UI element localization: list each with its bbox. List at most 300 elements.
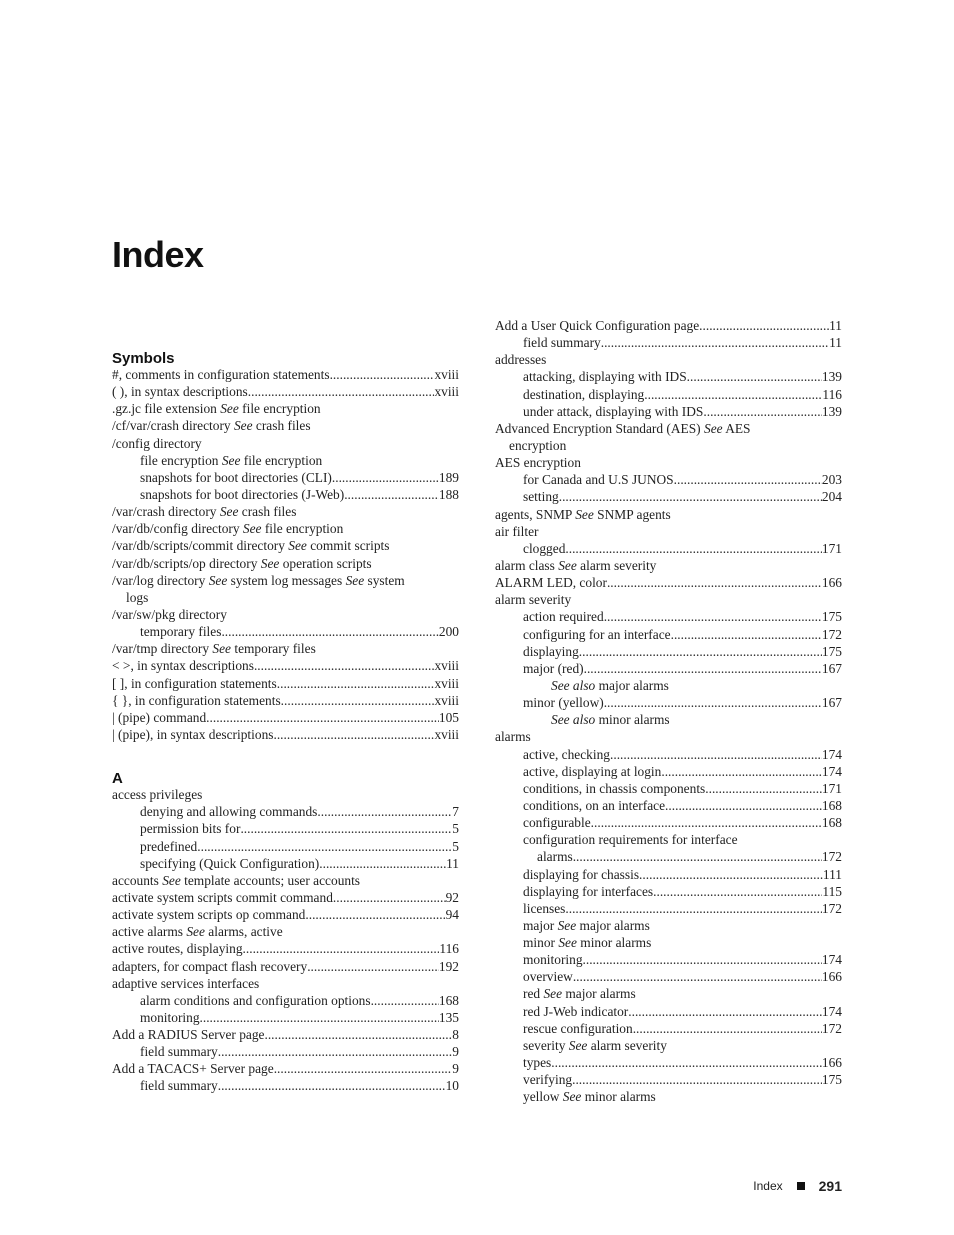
page-reference: 11	[829, 318, 842, 333]
entry-text	[112, 556, 372, 571]
entry-text	[523, 1071, 572, 1088]
page-reference: 105	[438, 709, 459, 725]
entry-text	[495, 592, 571, 607]
page-reference: 174	[821, 763, 842, 779]
page-reference: xviii	[434, 658, 459, 674]
entry-term: active, checking	[523, 746, 610, 762]
dot-leader	[248, 383, 435, 400]
entry-term: conditions, on an interface	[523, 797, 666, 813]
index-entry	[495, 797, 842, 814]
dot-leader	[591, 814, 822, 831]
page-reference: 175	[821, 1072, 842, 1088]
entry-term: adaptive services interfaces	[112, 975, 260, 991]
entry-term: | (pipe) command	[112, 709, 207, 725]
entry-term: Add a TACACS+ Server page	[112, 1061, 274, 1077]
entry-text	[523, 660, 584, 677]
entry-text	[523, 471, 674, 488]
entry-text	[523, 1003, 628, 1020]
page-reference: 9	[452, 1061, 459, 1077]
page-reference: 139	[821, 369, 842, 385]
entry-text	[495, 317, 699, 334]
index-entry	[495, 900, 842, 917]
entry-text	[112, 958, 307, 975]
page-reference: 172	[821, 626, 842, 642]
entry-term: encryption	[509, 437, 567, 453]
entry-text	[523, 746, 610, 763]
entry-text	[523, 883, 653, 900]
entry-term: air filter	[495, 523, 539, 539]
see-reference: See	[575, 506, 594, 522]
entry-text	[523, 403, 703, 420]
dot-leader	[333, 889, 446, 906]
dot-leader	[332, 469, 439, 486]
dot-leader	[584, 660, 822, 677]
entry-term: conditions, in chassis components	[523, 780, 706, 796]
entry-term: under attack, displaying with IDS	[523, 403, 704, 419]
page-reference: 172	[821, 1020, 842, 1036]
see-reference: See	[221, 452, 241, 468]
dot-leader	[653, 883, 822, 900]
index-entry	[112, 657, 459, 674]
see-target: SNMP agents	[593, 506, 671, 522]
index-entry	[112, 1077, 459, 1094]
index-entry	[112, 958, 459, 975]
page-reference: 175	[821, 643, 842, 659]
page-reference: 167	[821, 695, 842, 711]
entry-text	[523, 608, 604, 625]
dot-leader	[665, 797, 822, 814]
see-reference: See	[558, 557, 577, 573]
entry-term: snapshots for boot directories (J-Web)	[140, 486, 345, 502]
index-entry	[112, 589, 459, 606]
see-reference: See	[219, 504, 239, 520]
index-entry	[112, 503, 459, 520]
see-target: temporary files	[231, 641, 316, 657]
dot-leader	[661, 763, 822, 780]
entry-term: ALARM LED, color	[495, 575, 607, 591]
index-entry	[112, 606, 459, 623]
entry-text	[495, 507, 671, 522]
page-reference: 139	[821, 403, 842, 419]
entry-text	[112, 675, 277, 692]
entry-text	[140, 820, 240, 837]
entry-text	[551, 712, 670, 727]
entry-text	[140, 453, 322, 468]
dot-leader	[197, 838, 452, 855]
see-target: AES	[722, 420, 751, 436]
index-entry	[495, 351, 842, 368]
entry-term: types	[523, 1055, 552, 1071]
index-entry	[495, 1054, 842, 1071]
entry-text	[112, 940, 243, 957]
entry-text	[523, 951, 583, 968]
dot-leader	[639, 866, 823, 883]
dot-leader	[307, 958, 439, 975]
see-target: file encryption	[238, 401, 321, 417]
page-reference: 94	[445, 907, 459, 923]
page-reference: 168	[821, 815, 842, 831]
index-entry	[112, 786, 459, 803]
entry-text	[112, 504, 296, 519]
index-entry	[495, 746, 842, 763]
dot-leader	[240, 820, 452, 837]
index-entry	[112, 623, 459, 640]
entry-term: minor	[523, 935, 559, 951]
entry-term: /var/db/scripts/commit directory	[112, 538, 289, 554]
entry-term: red J-Web indicator	[523, 1003, 629, 1019]
entry-term: active, displaying at login	[523, 763, 662, 779]
see-reference: See	[557, 917, 577, 933]
see-reference: See	[162, 872, 181, 888]
entry-term: /var/db/scripts/op directory	[112, 555, 261, 571]
page-reference: 116	[822, 386, 842, 402]
entry-term: verifying	[523, 1072, 573, 1088]
entry-text	[140, 486, 344, 503]
index-entry	[112, 486, 459, 503]
see-reference: See	[568, 1037, 588, 1053]
entry-term: activate system scripts commit command	[112, 889, 333, 905]
dot-leader	[344, 486, 439, 503]
dot-leader	[703, 403, 822, 420]
page-reference: 166	[821, 575, 842, 591]
index-entry	[495, 677, 842, 694]
dot-leader	[330, 366, 435, 383]
entry-text	[112, 692, 281, 709]
entry-term: ( ), in syntax descriptions	[112, 384, 248, 400]
entry-term: configurable	[523, 815, 591, 831]
see-reference: See also	[551, 677, 596, 693]
dot-leader	[579, 643, 822, 660]
index-entry	[495, 866, 842, 883]
entry-term: monitoring	[523, 952, 583, 968]
entry-term: AES encryption	[495, 455, 581, 471]
index-entry	[495, 557, 842, 574]
entry-text	[523, 488, 559, 505]
dot-leader	[604, 608, 822, 625]
page-reference: 168	[821, 797, 842, 813]
entry-text	[495, 524, 539, 539]
index-entry	[112, 692, 459, 709]
page-reference: xviii	[434, 726, 459, 742]
entry-text	[112, 906, 305, 923]
index-entry	[112, 906, 459, 923]
see-reference: See	[562, 1089, 582, 1105]
entry-term: attacking, displaying with IDS	[523, 369, 687, 385]
entry-text	[140, 623, 221, 640]
entry-term: major	[523, 917, 558, 933]
index-entry	[495, 368, 842, 385]
see-target: crash files	[238, 504, 297, 520]
page-reference: 11	[829, 335, 842, 351]
section-heading: A	[112, 770, 123, 788]
see-target: crash files	[252, 418, 311, 434]
entry-term: field summary	[140, 1044, 218, 1060]
entry-term: [ ], in configuration statements	[112, 675, 277, 691]
entry-text	[112, 366, 330, 383]
entry-text	[112, 383, 248, 400]
page-reference: xviii	[434, 384, 459, 400]
page-reference: 116	[439, 941, 459, 957]
section-spacer	[112, 743, 459, 769]
entry-text	[509, 438, 566, 453]
see-target: operation scripts	[279, 555, 372, 571]
entry-term: rescue configuration	[523, 1020, 633, 1036]
entry-text	[523, 780, 705, 797]
dot-leader	[371, 992, 439, 1009]
index-entry	[112, 383, 459, 400]
entry-term: /cf/var/crash directory	[112, 418, 234, 434]
entry-text	[537, 848, 573, 865]
dot-leader	[674, 471, 822, 488]
dot-leader	[273, 726, 434, 743]
see-reference: See	[288, 538, 307, 554]
index-entry	[112, 726, 459, 743]
entry-text	[523, 386, 644, 403]
page-reference: 7	[452, 804, 459, 820]
page-reference: 166	[821, 969, 842, 985]
index-entry	[112, 975, 459, 992]
see-reference: See	[242, 521, 262, 537]
entry-term: /var/tmp directory	[112, 641, 213, 657]
entry-text	[523, 1089, 656, 1104]
dot-leader	[206, 709, 439, 726]
see-target: minor alarms	[595, 712, 670, 728]
entry-term: displaying for interfaces	[523, 883, 654, 899]
index-entry	[495, 574, 842, 591]
page-reference: 135	[438, 1009, 459, 1025]
entry-term: temporary files	[140, 624, 222, 640]
index-entry	[495, 403, 842, 420]
see-reference: See	[220, 401, 239, 417]
page-reference: xviii	[434, 675, 459, 691]
entry-text	[112, 521, 343, 536]
see-reference: See	[233, 418, 253, 434]
entry-text	[112, 538, 389, 553]
entry-text	[140, 469, 332, 486]
dot-leader	[551, 1054, 822, 1071]
entry-term: alarm severity	[495, 592, 572, 608]
entry-text	[112, 1026, 264, 1043]
index-entry	[495, 420, 842, 437]
footer-label: Index	[753, 1179, 783, 1193]
entry-text	[523, 643, 579, 660]
see-reference: See	[543, 986, 563, 1002]
dot-leader	[610, 746, 822, 763]
entry-text	[140, 1009, 200, 1026]
index-entry	[495, 763, 842, 780]
dot-leader	[218, 1043, 453, 1060]
index-entry	[112, 992, 459, 1009]
index-entry	[495, 1020, 842, 1037]
entry-term: licenses	[523, 900, 566, 916]
see-target: alarm severity	[587, 1037, 667, 1053]
entry-term: minor (yellow)	[523, 695, 604, 711]
dot-leader	[200, 1009, 439, 1026]
index-entry	[495, 471, 842, 488]
entry-term: action required	[523, 609, 604, 625]
page-reference: xviii	[434, 692, 459, 708]
entry-term: .gz.jc file extension	[112, 401, 221, 417]
entry-term: /var/crash directory	[112, 504, 220, 520]
dot-leader	[687, 368, 822, 385]
page-number: 291	[818, 1178, 842, 1194]
entry-text	[140, 803, 317, 820]
index-entry	[112, 838, 459, 855]
entry-term: configuring for an interface	[523, 626, 671, 642]
entry-text	[523, 986, 636, 1001]
index-entry	[495, 591, 842, 608]
dot-leader	[264, 1026, 452, 1043]
index-entry	[112, 1009, 459, 1026]
index-entry	[495, 934, 842, 951]
page-reference: 171	[821, 780, 842, 796]
entry-term: file encryption	[140, 452, 222, 468]
dot-leader	[277, 675, 435, 692]
page-reference: 111	[822, 866, 842, 882]
entry-term: overview	[523, 969, 573, 985]
see-target: system log messages	[227, 572, 346, 588]
page-reference: 192	[438, 958, 459, 974]
index-column-left	[112, 349, 459, 1095]
entry-text	[495, 558, 656, 573]
see-target: system	[364, 572, 405, 588]
index-entry	[495, 334, 842, 351]
page-reference: 92	[445, 889, 459, 905]
page-reference: 174	[821, 1003, 842, 1019]
page-reference: 10	[445, 1078, 459, 1094]
index-entry	[112, 675, 459, 692]
index-entry	[495, 1003, 842, 1020]
see-reference: See	[186, 924, 205, 940]
index-entry	[495, 814, 842, 831]
entry-term: /config directory	[112, 435, 202, 451]
entry-term: adapters, for compact flash recovery	[112, 958, 308, 974]
index-entry	[495, 488, 842, 505]
dot-leader	[317, 803, 452, 820]
dot-leader	[572, 1071, 822, 1088]
page-reference: 188	[438, 486, 459, 502]
dot-leader	[604, 694, 822, 711]
entry-term: alarms	[537, 849, 573, 865]
page-reference: 172	[821, 849, 842, 865]
entry-text	[112, 573, 405, 588]
entry-text	[523, 918, 650, 933]
index-entry	[112, 537, 459, 554]
entry-term: alarm conditions and configuration options	[140, 992, 371, 1008]
index-entry	[495, 523, 842, 540]
entry-term: monitoring	[140, 1009, 200, 1025]
entry-text	[523, 368, 687, 385]
entry-text	[523, 694, 604, 711]
see-reference: See	[558, 935, 577, 951]
entry-term: clogged	[523, 540, 566, 556]
index-entry	[495, 780, 842, 797]
page-footer	[753, 1178, 842, 1194]
entry-term: major (red)	[523, 660, 584, 676]
entry-text	[523, 900, 565, 917]
index-entry	[112, 803, 459, 820]
entry-text	[112, 976, 259, 991]
index-entry	[112, 872, 459, 889]
entry-text	[112, 641, 316, 656]
entry-text	[112, 657, 254, 674]
dot-leader	[583, 951, 822, 968]
entry-text	[523, 935, 651, 950]
index-column-right	[495, 317, 842, 1105]
index-entry	[112, 469, 459, 486]
index-entry	[495, 626, 842, 643]
entry-term: setting	[523, 489, 559, 505]
entry-text	[112, 709, 206, 726]
entry-term: alarms	[495, 729, 531, 745]
index-entry	[495, 848, 842, 865]
page-reference: xviii	[434, 367, 459, 382]
index-entry	[112, 366, 459, 383]
dot-leader	[628, 1003, 822, 1020]
dot-leader	[281, 692, 435, 709]
see-reference: See	[345, 572, 365, 588]
page-reference: 175	[821, 609, 842, 625]
dot-leader	[319, 855, 446, 872]
index-entry	[112, 709, 459, 726]
page-reference: 5	[452, 838, 459, 854]
entry-term: activate system scripts op command	[112, 907, 306, 923]
entry-term: Add a User Quick Configuration page	[495, 318, 700, 333]
entry-text	[523, 866, 639, 883]
page-reference: 9	[452, 1044, 459, 1060]
entry-term: permission bits for	[140, 821, 241, 837]
page-reference: 5	[452, 821, 459, 837]
entry-term: agents, SNMP	[495, 506, 576, 522]
entry-text	[112, 607, 227, 622]
entry-term: yellow	[523, 1089, 563, 1105]
see-reference: See	[260, 555, 280, 571]
see-target: alarm severity	[576, 557, 657, 573]
page-reference: 204	[821, 489, 842, 505]
index-entry	[495, 437, 842, 454]
entry-text	[523, 1020, 633, 1037]
entry-text	[523, 832, 738, 847]
see-reference: See	[208, 572, 228, 588]
entry-term: /var/log directory	[112, 572, 209, 588]
index-entry	[112, 435, 459, 452]
page-reference: 189	[438, 469, 459, 485]
entry-term: accounts	[112, 872, 163, 888]
index-entry	[495, 694, 842, 711]
page-reference: 11	[446, 855, 459, 871]
index-entry	[495, 540, 842, 557]
index-entry	[112, 855, 459, 872]
entry-text	[112, 924, 283, 939]
entry-term: displaying for chassis	[523, 866, 640, 882]
see-target: minor alarms	[581, 1089, 656, 1105]
entry-text	[112, 726, 273, 743]
entry-term: active routes, displaying	[112, 941, 243, 957]
dot-leader	[607, 574, 822, 591]
dot-leader	[254, 657, 435, 674]
entry-text	[112, 787, 202, 802]
entry-text	[112, 873, 360, 888]
entry-term: logs	[126, 589, 149, 605]
entry-text	[523, 1038, 667, 1053]
see-target: minor alarms	[576, 935, 652, 951]
entry-term: Advanced Encryption Standard (AES)	[495, 420, 704, 436]
index-entry	[112, 572, 459, 589]
index-entry	[495, 883, 842, 900]
entry-text	[523, 814, 591, 831]
entry-text	[523, 797, 665, 814]
entry-text	[112, 436, 202, 451]
